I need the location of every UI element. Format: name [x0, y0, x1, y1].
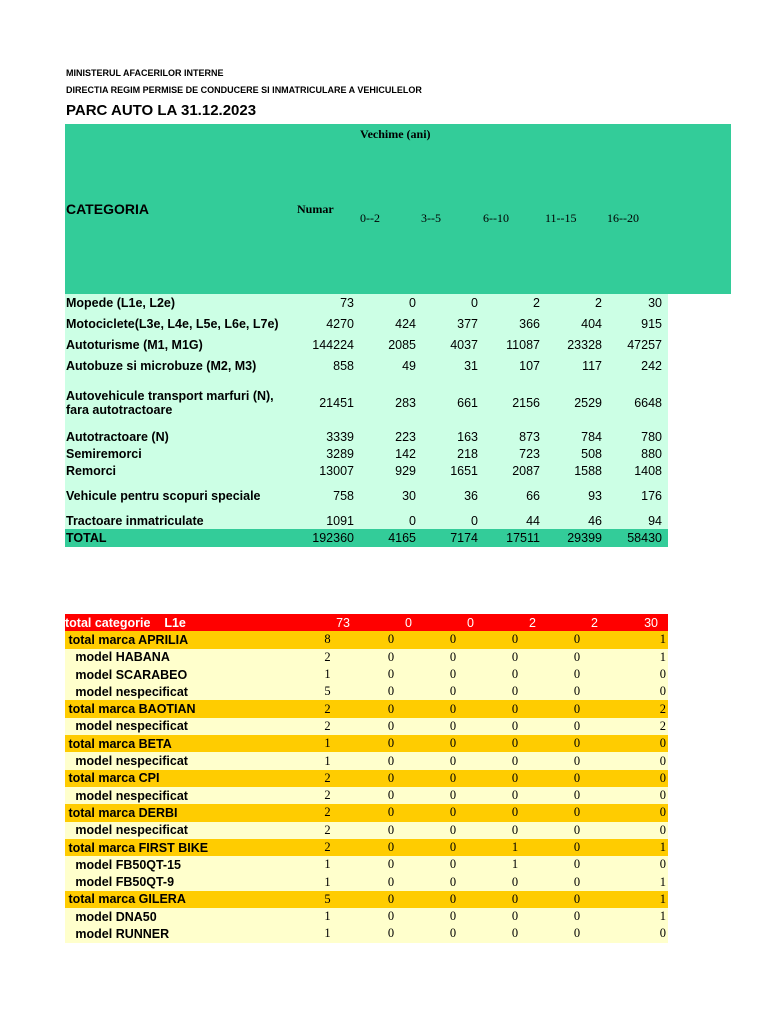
- model-row: [65, 925, 668, 942]
- cell-value: 0: [659, 788, 666, 803]
- cell-value: 0: [387, 788, 395, 803]
- cell-value: 0: [659, 753, 666, 768]
- cell-value: 0: [405, 615, 412, 630]
- cell-value: 0: [573, 926, 581, 941]
- model-row: [65, 873, 668, 890]
- cell-value: 0: [449, 684, 457, 699]
- cell-value: 0: [387, 926, 395, 941]
- cell-value: 0: [387, 857, 395, 872]
- brand-total-row: [65, 735, 668, 752]
- cell-value: 858: [333, 358, 354, 373]
- cell-value: 1408: [634, 463, 662, 478]
- cell-value: 1: [659, 909, 666, 924]
- categoria-label: CATEGORIA: [66, 201, 149, 217]
- age-header: 0--2: [360, 211, 380, 225]
- category-label: Motociclete(L3e, L4e, L5e, L6e, L7e): [66, 316, 279, 331]
- cell-value: 0: [449, 891, 457, 906]
- row-label: model nespecificat: [65, 719, 188, 734]
- cell-value: 2: [659, 718, 666, 733]
- cell-value: 2156: [512, 396, 540, 410]
- cell-value: 0: [387, 649, 395, 664]
- model-row: [65, 718, 668, 735]
- cell-value: 2087: [512, 463, 540, 478]
- cell-value: 1: [659, 632, 666, 647]
- row-label: model HABANA: [65, 650, 170, 665]
- cell-value: 0: [573, 788, 581, 803]
- cell-value: 49: [402, 358, 416, 373]
- cell-value: 0: [659, 667, 666, 682]
- cell-value: 0: [387, 667, 395, 682]
- age-header: 3--5: [421, 211, 441, 225]
- cell-value: 0: [387, 701, 395, 716]
- cell-value: 0: [573, 909, 581, 924]
- cell-value: 0: [449, 926, 457, 941]
- cell-value: 0: [511, 649, 519, 664]
- cell-value: 424: [395, 316, 416, 331]
- cell-value: 47257: [627, 337, 662, 352]
- total-value: 7174: [450, 531, 478, 545]
- cell-value: 283: [395, 396, 416, 410]
- cell-value: 1588: [574, 463, 602, 478]
- cell-value: 1: [324, 857, 331, 872]
- cell-value: 30: [644, 615, 658, 630]
- detail-table: [65, 614, 668, 943]
- cell-value: 0: [387, 736, 395, 751]
- cell-value: 1: [324, 753, 331, 768]
- cell-value: 0: [387, 770, 395, 785]
- cell-value: 0: [511, 753, 519, 768]
- cell-value: 8: [324, 632, 331, 647]
- table-row: [65, 336, 668, 353]
- cell-value: 0: [387, 718, 395, 733]
- cell-value: 2: [595, 295, 602, 310]
- cell-value: 1: [659, 891, 666, 906]
- cell-value: 2: [324, 701, 331, 716]
- cell-value: 723: [519, 446, 540, 461]
- category-label: Remorci: [66, 463, 117, 478]
- row-label: model DNA50: [65, 909, 157, 924]
- brand-total-row: [65, 891, 668, 908]
- cell-value: 0: [511, 891, 519, 906]
- cell-value: 66: [526, 488, 540, 503]
- age-header: 16--20: [607, 211, 639, 225]
- cell-value: 144224: [312, 337, 354, 352]
- cell-value: 93: [588, 488, 602, 503]
- cell-value: 36: [464, 488, 478, 503]
- cell-value: 2: [324, 718, 331, 733]
- cell-value: 0: [573, 718, 581, 733]
- cell-value: 2: [324, 840, 331, 854]
- cell-value: 0: [387, 840, 395, 854]
- cell-value: 1091: [326, 513, 354, 528]
- age-header: 6--10: [483, 211, 509, 225]
- cell-value: 0: [449, 822, 457, 837]
- category-label: Autotractoare (N): [66, 429, 169, 444]
- cell-value: 0: [573, 891, 581, 906]
- category-label: Autoturisme (M1, M1G): [66, 337, 203, 352]
- cell-value: 0: [387, 805, 395, 820]
- row-label: model nespecificat: [65, 684, 188, 699]
- cell-value: 0: [467, 615, 474, 630]
- cell-value: 30: [402, 488, 416, 503]
- cell-value: 0: [449, 753, 457, 768]
- cell-value: 44: [526, 513, 540, 528]
- cell-value: 0: [659, 822, 666, 837]
- cell-value: 2: [591, 615, 598, 630]
- cell-value: 0: [659, 770, 666, 785]
- row-label: total marca BETA: [65, 736, 172, 751]
- brand-total-row: [65, 631, 668, 648]
- cell-value: 0: [573, 736, 581, 751]
- cell-value: 3339: [326, 429, 354, 444]
- cell-value: 0: [511, 667, 519, 682]
- cell-value: 2: [324, 770, 331, 785]
- row-label: total marca FIRST BIKE: [65, 840, 209, 855]
- cell-value: 0: [573, 857, 581, 872]
- cell-value: 661: [457, 396, 478, 410]
- cell-value: 0: [409, 295, 416, 310]
- row-label: total categorie L1e: [65, 615, 186, 630]
- total-value: 4165: [388, 531, 416, 545]
- cell-value: 107: [519, 358, 540, 373]
- table-row: [65, 512, 668, 529]
- cell-value: 3289: [326, 446, 354, 461]
- cell-value: 5: [324, 684, 331, 699]
- cell-value: 1: [511, 840, 519, 854]
- cell-value: 13007: [319, 463, 354, 478]
- cell-value: 0: [449, 909, 457, 924]
- category-label: Tractoare inmatriculate: [66, 513, 204, 528]
- cell-value: 142: [395, 446, 416, 461]
- brand-total-row: [65, 770, 668, 787]
- cell-value: 117: [582, 358, 602, 373]
- cell-value: 0: [471, 295, 478, 310]
- cell-value: 223: [395, 429, 416, 444]
- row-label: model RUNNER: [65, 926, 170, 941]
- cell-value: 873: [519, 429, 540, 444]
- cell-value: 0: [573, 632, 581, 647]
- cell-value: 2: [324, 788, 331, 803]
- table-row: [65, 445, 668, 462]
- category-total-row: [65, 614, 668, 631]
- row-label: model FB50QT-9: [65, 875, 175, 890]
- total-label: TOTAL: [66, 531, 107, 545]
- cell-value: 6648: [634, 396, 662, 410]
- cell-value: 0: [511, 874, 519, 889]
- cell-value: 0: [449, 788, 457, 803]
- age-header: 11--15: [545, 211, 577, 225]
- cell-value: 94: [648, 513, 662, 528]
- cell-value: 0: [659, 736, 666, 751]
- row-label: model SCARABEO: [65, 667, 188, 682]
- cell-value: 1: [324, 874, 331, 889]
- cell-value: 915: [641, 316, 662, 331]
- cell-value: 0: [449, 736, 457, 751]
- cell-value: 0: [449, 857, 457, 872]
- cell-value: 0: [387, 909, 395, 924]
- numar-label: Numar: [297, 202, 334, 216]
- cell-value: 0: [471, 513, 478, 528]
- table-row: [65, 311, 668, 336]
- cell-value: 1: [324, 736, 331, 751]
- model-row: [65, 649, 668, 666]
- cell-value: 0: [449, 874, 457, 889]
- cell-value: 4270: [326, 316, 354, 331]
- cell-value: 0: [511, 632, 519, 647]
- table-row: [65, 479, 668, 512]
- cell-value: 0: [387, 753, 395, 768]
- cell-value: 0: [573, 805, 581, 820]
- cell-value: 404: [581, 316, 602, 331]
- cell-value: 0: [659, 926, 666, 941]
- cell-value: 784: [581, 429, 602, 444]
- table-row: [65, 294, 668, 311]
- cell-value: 1: [511, 857, 519, 872]
- cell-value: 0: [573, 840, 581, 854]
- cell-value: 0: [449, 649, 457, 664]
- cell-value: 0: [573, 874, 581, 889]
- table-row: [65, 428, 668, 445]
- cell-value: 880: [641, 446, 662, 461]
- page-title: PARC AUTO LA 31.12.2023: [66, 102, 257, 119]
- cell-value: 0: [449, 701, 457, 716]
- category-label: Autovehicule transport marfuri (N), fara autotractoare: [66, 389, 274, 417]
- cell-value: 780: [641, 429, 662, 444]
- model-row: [65, 856, 668, 873]
- category-label: Autobuze si microbuze (M2, M3): [66, 358, 257, 373]
- cell-value: 0: [573, 649, 581, 664]
- cell-value: 2085: [388, 337, 416, 352]
- cell-value: 0: [573, 822, 581, 837]
- category-label: Mopede (L1e, L2e): [66, 295, 176, 310]
- cell-value: 2: [324, 805, 331, 820]
- cell-value: 0: [573, 770, 581, 785]
- model-row: [65, 822, 668, 839]
- brand-total-row: [65, 804, 668, 821]
- table-row: [65, 353, 668, 378]
- row-label: total marca GILERA: [65, 892, 186, 907]
- row-label: model nespecificat: [65, 823, 188, 838]
- category-label: Vehicule pentru scopuri speciale: [66, 488, 261, 503]
- row-label: total marca APRILIA: [65, 632, 189, 647]
- cell-value: 0: [573, 667, 581, 682]
- vechime-label: Vechime (ani): [360, 127, 431, 141]
- cell-value: 758: [333, 488, 354, 503]
- cell-value: 73: [340, 295, 354, 310]
- cell-value: 0: [387, 632, 395, 647]
- cell-value: 1651: [450, 463, 478, 478]
- cell-value: 163: [457, 429, 478, 444]
- brand-total-row: [65, 700, 668, 717]
- total-value: 29399: [567, 531, 602, 545]
- cell-value: 0: [659, 684, 666, 699]
- brand-total-row: [65, 839, 668, 856]
- total-row: [65, 529, 668, 547]
- cell-value: 0: [449, 840, 457, 854]
- ministry-name: MINISTERUL AFACERILOR INTERNE: [66, 68, 224, 78]
- row-label: model FB50QT-15: [65, 857, 182, 872]
- model-row: [65, 683, 668, 700]
- cell-value: 1: [324, 926, 331, 941]
- row-label: model nespecificat: [65, 754, 188, 769]
- cell-value: 0: [387, 822, 395, 837]
- cell-value: 1: [324, 909, 331, 924]
- row-label: total marca CPI: [65, 771, 160, 786]
- cell-value: 1: [659, 874, 666, 889]
- cell-value: 0: [387, 891, 395, 906]
- cell-value: 0: [511, 909, 519, 924]
- cell-value: 377: [457, 316, 478, 331]
- row-label: total marca DERBI: [65, 805, 178, 820]
- cell-value: 0: [511, 770, 519, 785]
- total-value: 17511: [506, 531, 540, 545]
- category-label: Semiremorci: [66, 446, 142, 461]
- directorate-name: DIRECTIA REGIM PERMISE DE CONDUCERE SI INMATRICULARE A VEHICULELOR: [66, 85, 422, 95]
- cell-value: 508: [581, 446, 602, 461]
- cell-value: 0: [511, 684, 519, 699]
- cell-value: 0: [573, 701, 581, 716]
- cell-value: 2: [324, 649, 331, 664]
- cell-value: 0: [511, 788, 519, 803]
- cell-value: 0: [511, 701, 519, 716]
- cell-value: 0: [573, 684, 581, 699]
- cell-value: 218: [457, 446, 478, 461]
- cell-value: 31: [464, 358, 478, 373]
- cell-value: 929: [395, 463, 416, 478]
- cell-value: 0: [511, 718, 519, 733]
- table-header: [65, 124, 731, 294]
- cell-value: 0: [449, 667, 457, 682]
- cell-value: 1: [659, 840, 666, 854]
- cell-value: 0: [387, 874, 395, 889]
- cell-value: 0: [387, 684, 395, 699]
- cell-value: 21451: [319, 396, 354, 410]
- cell-value: 1: [324, 667, 331, 682]
- cell-value: 2529: [574, 396, 602, 410]
- table-row: [65, 378, 668, 428]
- model-row: [65, 787, 668, 804]
- cell-value: 30: [648, 295, 662, 310]
- model-row: [65, 908, 668, 925]
- row-label: total marca BAOTIAN: [65, 702, 196, 717]
- cell-value: 0: [511, 926, 519, 941]
- cell-value: 242: [641, 358, 662, 373]
- cell-value: 0: [449, 805, 457, 820]
- cell-value: 0: [449, 718, 457, 733]
- cell-value: 0: [449, 632, 457, 647]
- model-row: [65, 666, 668, 683]
- cell-value: 2: [324, 822, 331, 837]
- model-row: [65, 752, 668, 769]
- table-row: [65, 462, 668, 479]
- cell-value: 46: [588, 513, 602, 528]
- summary-table: [65, 294, 668, 547]
- cell-value: 5: [324, 891, 331, 906]
- cell-value: 0: [511, 805, 519, 820]
- cell-value: 0: [659, 805, 666, 820]
- cell-value: 0: [511, 736, 519, 751]
- total-value: 192360: [312, 531, 354, 545]
- cell-value: 176: [641, 488, 662, 503]
- cell-value: 73: [336, 615, 350, 630]
- cell-value: 2: [529, 615, 536, 630]
- total-value: 58430: [627, 531, 662, 545]
- cell-value: 0: [409, 513, 416, 528]
- cell-value: 1: [659, 649, 666, 664]
- cell-value: 0: [659, 857, 666, 872]
- cell-value: 0: [573, 753, 581, 768]
- cell-value: 23328: [567, 337, 602, 352]
- cell-value: 366: [519, 316, 540, 331]
- cell-value: 2: [533, 295, 540, 310]
- cell-value: 11087: [506, 337, 540, 352]
- cell-value: 0: [449, 770, 457, 785]
- cell-value: 0: [511, 822, 519, 837]
- cell-value: 2: [659, 701, 666, 716]
- cell-value: 4037: [450, 337, 478, 352]
- row-label: model nespecificat: [65, 788, 188, 803]
